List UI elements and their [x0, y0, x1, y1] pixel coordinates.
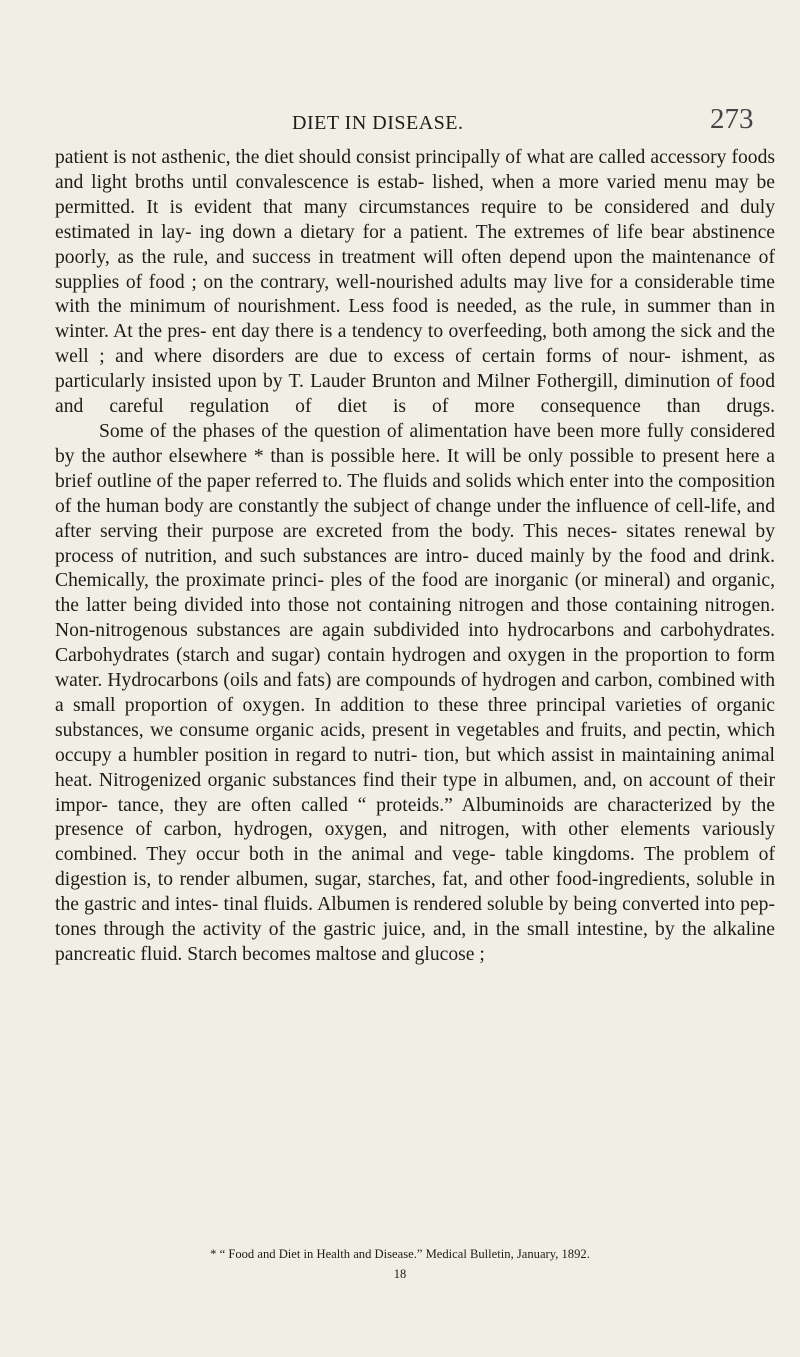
signature-mark: 18: [393, 1267, 407, 1281]
paragraph-1: patient is not asthenic, the diet should consist principally of what are called accessory foods and light broths until convalescence is estab- lished, when a more varied menu may be permitted. It is evident that many circumstances require to be considered and duly estimated in lay- ing down a dietary for a patient. The extremes of life bear abstinence poorly, as the rule, and success in treatment will often depend upon the maintenance of supplies of food ; on the contrary, well-nourished adults may live for a considerable time with the minimum of nourishment. Less food is needed, as the rule, in summer than in winter. At the pres- ent day there is a tendency to overfeeding, both among the sick and the well ; and where disorders are due to excess of certain forms of nour- ishment, as particularly insisted upon by T. Lauder Brunton and Milner Fothergill, diminution of food and careful regulation of diet is of more consequence than drugs.: [55, 147, 775, 418]
page-number: 273: [710, 103, 754, 135]
body-text: [55, 146, 775, 968]
footnote: * “ Food and Diet in Health and Disease.” Medical Bulletin, January, 1892.: [210, 1247, 590, 1261]
paragraph-2: Some of the phases of the question of alimentation have been more fully considered by the author elsewhere * than is possible here. It will be only possible to present here a brief outline of the paper referred to. The fluids and solids which enter into the composition of the human body are constantly the subject of change under the influence of cell-life, and after serving their purpose are excreted from the body. This neces- sitates renewal by process of nutrition, and such substances are intro- duced mainly by the food and drink. Chemically, the proximate princi- ples of the food are inorganic (or mineral) and organic, the latter being divided into those not containing nitrogen and those containing nitrogen. Non-nitrogenous substances are again subdivided into hydrocarbons and carbohydrates. Carbohydrates (starch and sugar) contain hydrogen and oxygen in the proportion to form water. Hydrocarbons (oils and fats) are compounds of hydrogen and carbon, combined with a small proportion of oxygen. In addition to these three principal varieties of organic substances, we consume organic acids, present in vegetables and fruits, and pectin, which occupy a humbler position in regard to nutri- tion, but which assist in maintaining animal heat. Nitrogenized organic substances find their type in albumen, and, on account of their impor- tance, they are often called “ proteids.” Albuminoids are characterized by the presence of carbon, hydrogen, oxygen, and nitrogen, with other elements variously combined. They occur both in the animal and vege- table kingdoms. The problem of digestion is, to render albumen, sugar, starches, fat, and other food-ingredients, soluble in the gastric and intes- tinal fluids. Albumen is rendered soluble by being converted into pep- tones through the activity of the gastric juice, and, in the small intestine, by the alkaline pancreatic fluid. Starch becomes maltose and glucose ;: [55, 420, 775, 965]
running-title: DIET IN DISEASE.: [292, 112, 464, 134]
